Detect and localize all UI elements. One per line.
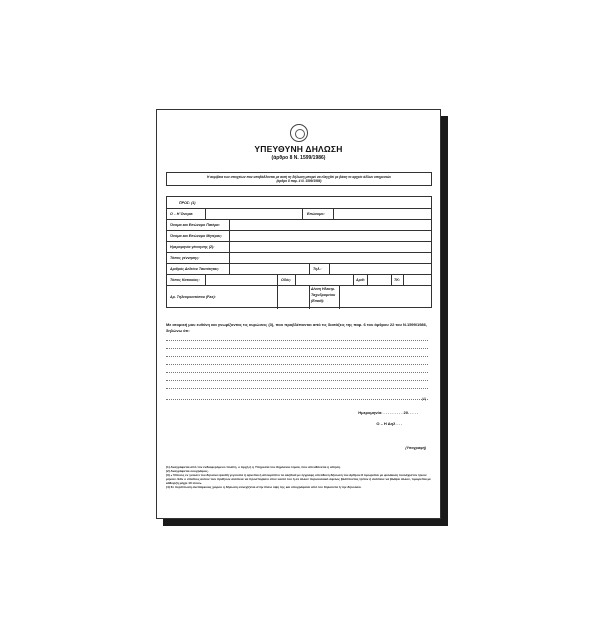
notice-line-2: (άρθρο 8 παρ. 4 Ν. 1599/1986)	[276, 178, 322, 183]
continuation-mark: (4)	[421, 397, 426, 401]
footnote-1: (1) Αναγράφεται από τον ενδιαφερόμενο πολίτη, ο Αρχή ή η Υπηρεσία του δημόσιου τομέα, που απευθύνεται η αίτηση.	[166, 465, 341, 469]
footnotes	[166, 465, 432, 490]
label-surname: Επώνυμο:	[307, 211, 325, 216]
label-first-name: Ο – Η Όνομα:	[170, 211, 194, 216]
label-recipient: ΠΡΟΣ: (1)	[179, 201, 196, 205]
label-email-3: (Εmail):	[311, 299, 325, 303]
label-birthdate: Ημερομηνία γέννησης (2):	[170, 244, 215, 249]
declaration-date: Ημερομηνία: . . . . . . . . . 20. . . . .	[358, 410, 418, 415]
declaration-line-2	[166, 348, 428, 349]
greek-coat-of-arms-icon	[290, 124, 308, 142]
form-subtitle: (άρθρο 8 Ν. 1599/1986)	[271, 155, 326, 161]
label-street: Οδός:	[281, 277, 292, 282]
label-mother-name: Όνομα και Επώνυμο Μητέρας:	[170, 233, 223, 238]
signature-label: (Υπογραφή)	[405, 446, 426, 450]
row-birthplace	[167, 253, 431, 264]
row-mother	[167, 231, 431, 242]
label-father-name: Όνομα και Επώνυμο Πατέρα:	[170, 222, 220, 227]
label-postcode: ΤΚ:	[394, 277, 400, 282]
declaration-line-5	[166, 372, 428, 373]
label-phone: Τηλ.:	[313, 266, 322, 271]
form-title: ΥΠΕΥΘΥΝΗ ΔΗΛΩΣΗ	[254, 144, 343, 154]
footnote-2: (2) Αναγράφεται ολογράφως.	[166, 469, 209, 474]
row-birthdate	[167, 242, 431, 253]
row-fax-email	[167, 286, 431, 309]
declaration-line-8	[166, 399, 428, 400]
personal-details-table	[166, 196, 432, 308]
label-email-1: Δ/νση Ηλεκτρ.	[311, 287, 335, 291]
label-birthplace: Τόπος γέννησης:	[170, 255, 200, 260]
declaration-form-sheet	[156, 109, 441, 519]
label-number: Αριθ:	[356, 277, 365, 282]
row-recipient	[167, 197, 431, 209]
footnote-4: (4) Σε περίπτωση ανεπάρκειας χώρου η δήλωση συνεχίζεται στην πίσω όψη της και υπογράφεται από τον δηλούντα ή την δηλούσα.	[166, 485, 362, 490]
notice-line-1: Η ακρίβεια των στοιχείων που υποβάλλονται με αυτή τη δήλωση μπορεί να ελεγχθεί με βάση το αρχείο άλλων υπηρεσιών	[206, 174, 392, 179]
verification-notice	[166, 172, 432, 186]
declaration-line-6	[166, 380, 428, 381]
declaration-line-7	[166, 388, 428, 389]
declaration-line-4	[166, 364, 428, 365]
row-father	[167, 220, 431, 231]
declaration-statement: Με ατομική μου ευθύνη και γνωρίζοντας τις κυρώσεις (3), που προβλέπονται από τις διατάξεις της παρ. 6 του άρθρου 22 του Ν.1599/1986, δηλώνω ότι:	[166, 322, 427, 333]
declarant-label: Ο – Η Δηλ . . .	[376, 421, 402, 426]
label-email-2: Ταχυδρομείου	[311, 293, 336, 297]
row-name	[167, 209, 431, 220]
label-id-number: Αριθμός Δελτίου Ταυτότητας:	[170, 266, 220, 271]
declaration-line-1	[166, 340, 428, 341]
label-residence: Τόπος Κατοικίας:	[170, 277, 200, 282]
declaration-line-3	[166, 356, 428, 357]
label-fax: Αρ. Τηλεομοιοτύπου (Fax):	[170, 295, 216, 299]
row-id-number	[167, 264, 431, 275]
footnote-3: (3) « Όποιος εν γνώσει του δηλώνει ψευδή γεγονότα ή αρνείται ή αποκρύπτει τα αληθινά με έγγραφη υπεύθυνη δήλωση του άρθρου 8 τιμωρείται με φυλάκιση τουλάχιστον τριών μηνών. Εάν ο υπαίτιος αυτών των πράξεων σκόπευε να προσπορίσει στον εαυτό του ή σε άλλον περιουσιακό όφελος βλάπτοντας τρίτον ή σκόπευε να βλάψει άλλον, τιμωρείται με κάθειρξη μέχρι 10 ετών».	[166, 473, 431, 486]
row-residence	[167, 275, 431, 286]
